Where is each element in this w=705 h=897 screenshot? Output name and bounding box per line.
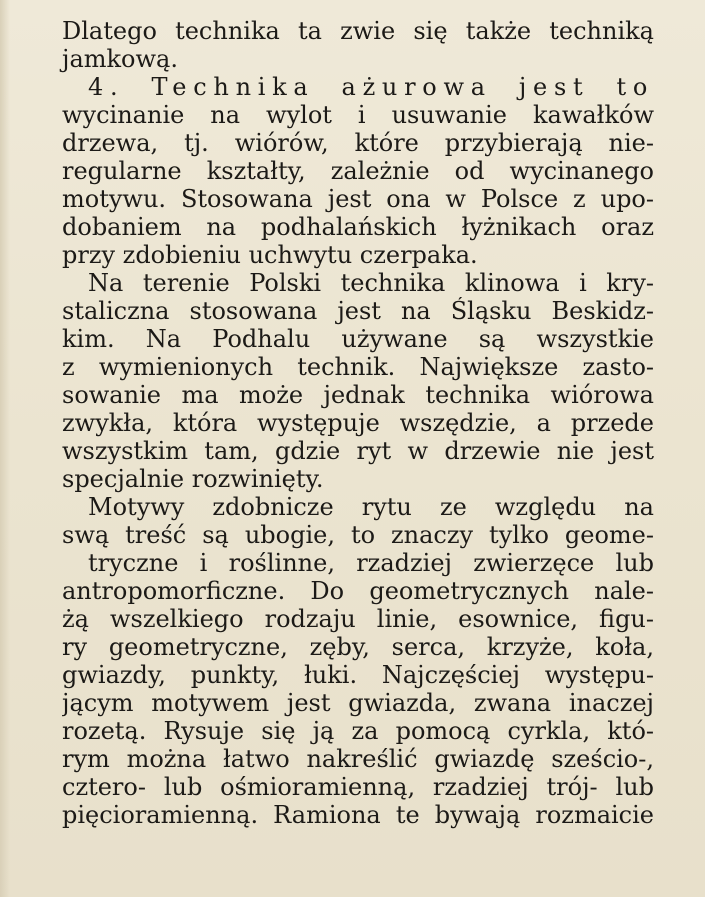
text-line: kim. Na Podhalu używane są wszystkie bbox=[62, 325, 654, 353]
paragraph-start-line: Motywy zdobnicze rytu ze względu na bbox=[88, 493, 654, 521]
text-line: Dlatego technika ta zwie się także techniką bbox=[62, 17, 654, 45]
paragraph-start-line: Na terenie Polski technika klinowa i kry- bbox=[88, 269, 654, 297]
text-line: przy zdobieniu uchwytu czerpaka. bbox=[62, 241, 478, 269]
text-line: swą treść są ubogie, to znaczy tylko geome- bbox=[62, 521, 654, 549]
text-line: sowanie ma może jednak technika wiórowa bbox=[62, 381, 654, 409]
text-line: zwykła, która występuje wszędzie, a przede bbox=[62, 409, 654, 437]
text-line: regularne kształty, zależnie od wycinanego bbox=[62, 157, 654, 185]
text-line: drzewa, tj. wiórów, które przybierają nie- bbox=[62, 129, 654, 157]
text-line: żą wszelkiego rodzaju linie, esownice, figu- bbox=[62, 605, 654, 633]
text-line: jamkową. bbox=[62, 45, 178, 73]
text-line: pięcioramienną. Ramiona te bywają rozmaicie bbox=[62, 801, 654, 829]
text-line: gwiazdy, punkty, łuki. Najczęściej występu- bbox=[62, 661, 654, 689]
page-edge-shadow bbox=[0, 0, 10, 897]
text-line: rym można łatwo nakreślić gwiazdę sześcio-, bbox=[62, 745, 654, 773]
text-line: specjalnie rozwinięty. bbox=[62, 465, 324, 493]
text-line: wycinanie na wylot i usuwanie kawałków bbox=[62, 101, 654, 129]
text-line: wszystkim tam, gdzie ryt w drzewie nie jest bbox=[62, 437, 654, 465]
text-line: antropomorficzne. Do geometrycznych nale- bbox=[62, 577, 654, 605]
text-line: motywu. Stosowana jest ona w Polsce z upo- bbox=[62, 185, 654, 213]
text-line: z wymienionych technik. Największe zasto- bbox=[62, 353, 654, 381]
text-line: jącym motywem jest gwiazda, zwana inaczej bbox=[62, 689, 654, 717]
text-line: staliczna stosowana jest na Śląsku Beskidz- bbox=[62, 297, 654, 325]
section-heading-line: 4. Technika ażurowa jest to bbox=[88, 73, 654, 101]
text-line: tryczne i roślinne, rzadziej zwierzęce lub bbox=[88, 549, 654, 577]
text-line: rozetą. Rysuje się ją za pomocą cyrkla, któ- bbox=[62, 717, 654, 745]
text-line: cztero- lub ośmioramienną, rzadziej trój- lub bbox=[62, 773, 654, 801]
text-line: dobaniem na podhalańskich łyżnikach oraz bbox=[62, 213, 654, 241]
text-line: ry geometryczne, zęby, serca, krzyże, koła, bbox=[62, 633, 654, 661]
body-text bbox=[62, 17, 654, 829]
